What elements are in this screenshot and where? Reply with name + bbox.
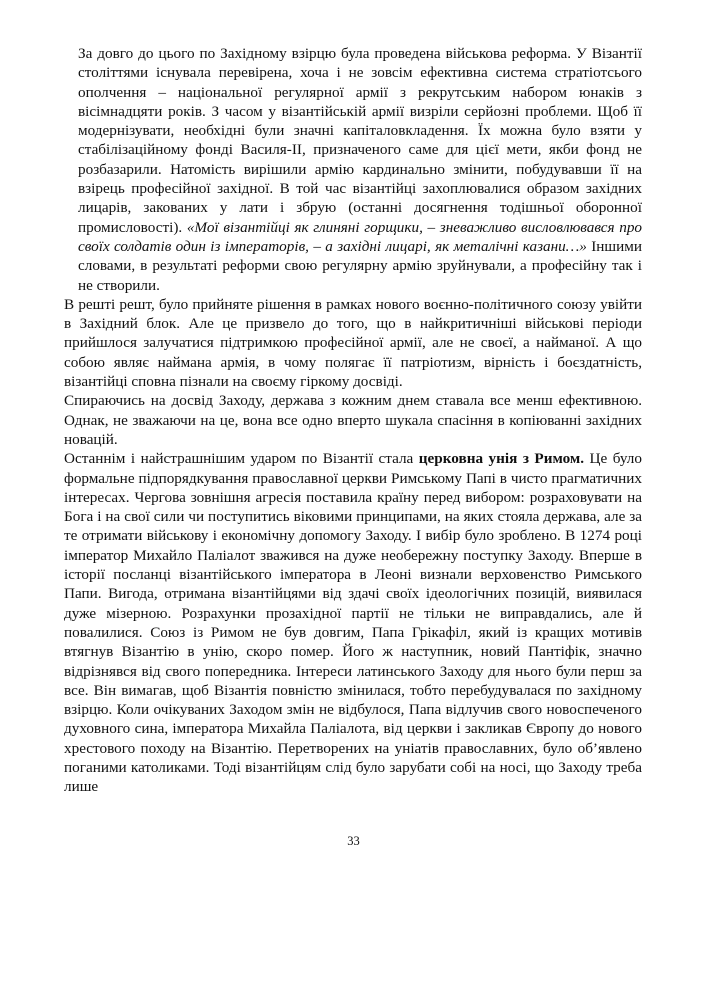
page-number: 33 <box>347 834 360 848</box>
bold-church-union: церковна унія з Римом. <box>418 450 585 468</box>
body-text <box>64 44 642 797</box>
paragraph-text: За довго до цього по Західному взірцю була проведена військова реформа. У Візантії століттями існувала перевірена, хоча і не зовсім ефективна система стратіотсього ополчення – національної регулярної армії з рекрутським набором юнаків з вісімнадцяти років. З часом у візантійській армії визріли серйозні проблеми. Щоб її модернізувати, необхідні були значні капіталовкладення. Їх можна було взяти у стабілізаційному фонді Василя-II, призначеного саме для цієї мети, якби фонд не розбазарили. Натомість вирішили армію кардинально змінити, побудувавши її на взірець професійної західної. В той час візантійці захоплювалися образом західних лицарів, закованих у лати і збрую (останні досягнення тодішньої оборонної промисловості). <box>78 45 642 236</box>
paragraph-text: Це було формальне підпорядкування православної церкви Римському Папі в чисто прагматичних інтересах. Чергова зовнішня агресія поставила країну перед вибором: розраховувати на Бога і на свої сили чи поступитись віковими принципами, на яких стояла держава, але за те отримати військову і економічну допомогу Заходу. І вибір було зроблено. В 1274 році імператор Михайло Паліалот зважився на дуже необережну поступку Заходу. Вперше в історії посланці візантійського імператора в Леоні визнали верховенство Римського Папи. Вигода, отримана візантійцями від здачі своїх ідеологічних позицій, виявилася дуже мізерною. Розрахунки прозахідної партії не тільки не виправдались, але й повалилися. Союз із Римом не був довгим, Папа Грікафіл, який із кращих мотивів втягнув Візантію в унію, скоро помер. Його ж наступник, новий Пантіфік, значно відрізнявся від свого попередника. Інтереси латинського Заходу для нього були перш за все. Він вимагав, щоб Візантія повністю змінилася, тобто перебудувалася по західному взірцю. Коли очікуваних Заходом змін не відбулося, Папа відлучив свого новоспеченого духовного сина, імператора Михайла Паліалота, від церкви і закликав Європу до нового хрестового походу на Візантію. Перетворених на уніатів православних, було об’явлено поганими католиками. Тоді візантійцям слід було зарубати собі на носі, що Заходу треба лише <box>64 450 642 796</box>
paragraph-military-reform <box>64 44 642 295</box>
emperor-quote: «Мої візантійці як глиняні горщики, – зневажливо висловлювався про своїх солдатів один із імператорів, – а західні лицарі, як металічні казани…» <box>78 218 643 255</box>
paragraph-text: Останнім і найстрашнішим ударом по Візантії стала <box>64 450 419 468</box>
paragraph-text: Іншими словами, в результаті реформи свою регулярну армію зруйнували, а професійну так і не створили. <box>78 237 642 294</box>
paragraph-western-experience: Спираючись на досвід Заходу, держава з кожним днем ставала все менш ефективною. Однак, не зважаючи на це, вона все одно вперто шукала спасіння в копіюванні західних новацій. <box>64 392 642 448</box>
paragraph-western-bloc: В решті решт, було прийняте рішення в рамках нового воєнно-політичного союзу увійти в Західний блок. Але це призвело до того, що в найкритичніші військові періоди прийшлося залучатися підтримкою професійної армії, але не своєї, а найманої. А що собою являє наймана армія, в чому полягає її патріотизм, вірність і боєздатність, візантійці сповна пізнали на своєму гіркому досвіді. <box>64 295 642 391</box>
paragraph-church-union <box>64 449 642 796</box>
